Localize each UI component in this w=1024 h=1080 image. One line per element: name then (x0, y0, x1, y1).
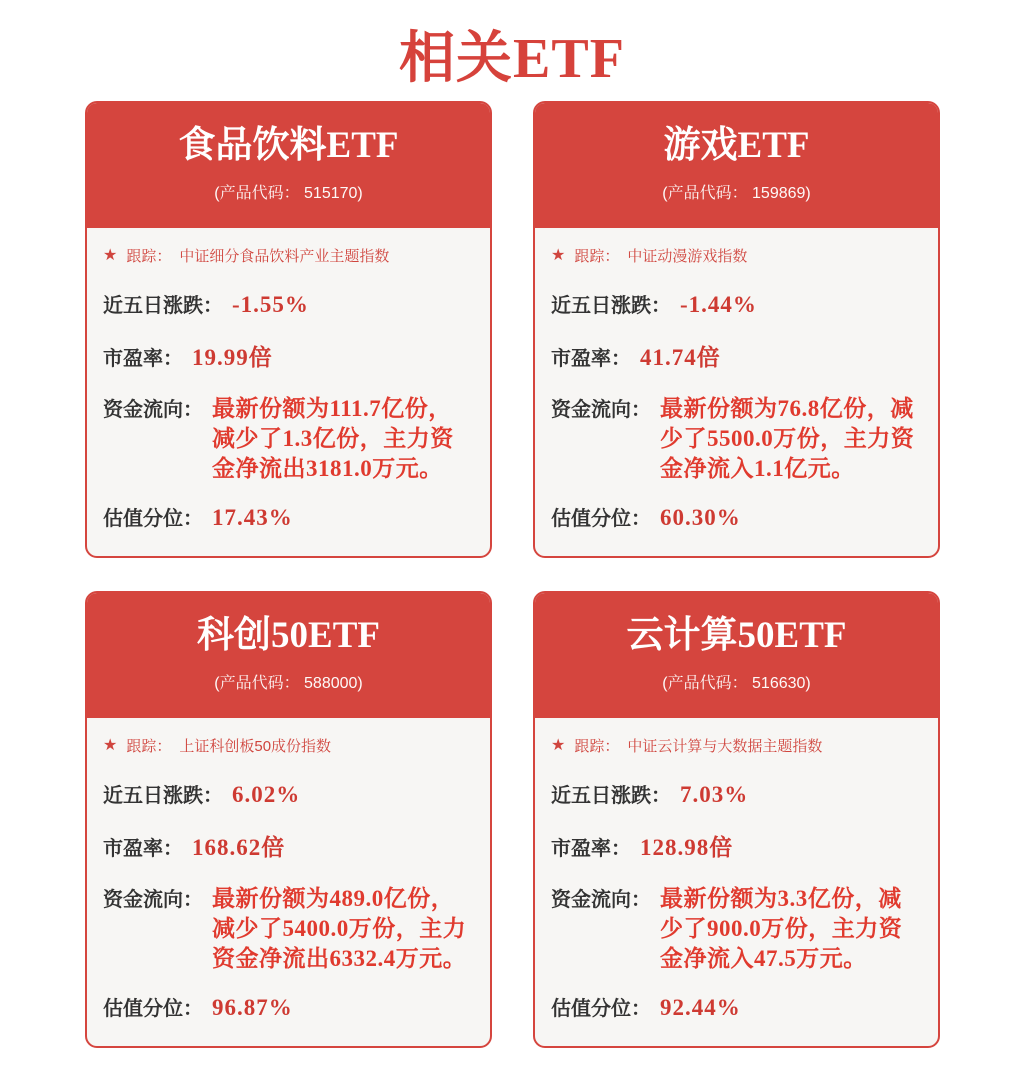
etf-product-code: (产品代码： 159869) (662, 185, 811, 202)
track-label: 跟踪： (126, 738, 172, 755)
valuation-label: 估值分位： (551, 998, 651, 1020)
pe-ratio-row (551, 339, 922, 372)
card-body (535, 718, 938, 1039)
pe-ratio-row (103, 829, 474, 862)
etf-card-cloud-computing (533, 591, 940, 1048)
card-header (87, 103, 490, 228)
card-header (535, 593, 938, 718)
valuation-value: 96.87% (212, 995, 293, 1020)
page-title: 相关ETF (399, 28, 625, 90)
five-day-change-row (551, 289, 922, 318)
five-day-change-value: -1.55% (232, 292, 309, 317)
fund-flow-row (551, 393, 922, 484)
track-label: 跟踪： (574, 248, 620, 265)
tracked-index-name: 中证动漫游戏指数 (627, 248, 748, 265)
etf-name: 游戏ETF (663, 125, 810, 166)
track-row (551, 245, 922, 266)
pe-ratio-value: 168.62倍 (192, 835, 286, 860)
pe-ratio-row (103, 339, 474, 372)
etf-name: 云计算50ETF (626, 615, 847, 656)
tracked-index-name: 中证云计算与大数据主题指数 (627, 738, 823, 755)
valuation-row (551, 992, 922, 1021)
pe-ratio-value: 41.74倍 (640, 345, 721, 370)
pe-ratio-label: 市盈率： (551, 838, 631, 860)
tracked-index-name: 中证细分食品饮料产业主题指数 (179, 248, 390, 265)
valuation-value: 92.44% (660, 995, 741, 1020)
star-icon: ★ (103, 246, 118, 264)
valuation-value: 17.43% (212, 505, 293, 530)
fund-flow-label: 资金流向： (551, 889, 651, 911)
etf-cards-grid (85, 101, 940, 1048)
pe-ratio-label: 市盈率： (551, 348, 631, 370)
fund-flow-text: 最新份额为489.0亿份，减少了5400.0万份，主力资金净流出6332.4万元。 (212, 886, 467, 971)
fund-flow-text: 最新份额为3.3亿份，减少了900.0万份，主力资金净流入47.5万元。 (660, 886, 903, 971)
fund-flow-text: 最新份额为111.7亿份，减少了1.3亿份，主力资金净流出3181.0万元。 (212, 396, 454, 481)
track-label: 跟踪： (126, 248, 172, 265)
valuation-label: 估值分位： (103, 998, 203, 1020)
five-day-change-label: 近五日涨跌： (103, 785, 223, 807)
etf-name: 科创50ETF (197, 615, 380, 656)
five-day-change-label: 近五日涨跌： (551, 295, 671, 317)
etf-card-star50 (85, 591, 492, 1048)
track-label: 跟踪： (574, 738, 620, 755)
fund-flow-row (551, 883, 922, 974)
etf-product-code: (产品代码： 588000) (214, 675, 363, 692)
fund-flow-text: 最新份额为76.8亿份，减少了5500.0万份，主力资金净流入1.1亿元。 (660, 396, 915, 481)
valuation-row (103, 502, 474, 531)
valuation-value: 60.30% (660, 505, 741, 530)
five-day-change-value: -1.44% (680, 292, 757, 317)
track-row (103, 735, 474, 756)
valuation-row (551, 502, 922, 531)
etf-card-gaming (533, 101, 940, 558)
pe-ratio-value: 128.98倍 (640, 835, 734, 860)
etf-product-code: (产品代码： 515170) (214, 185, 363, 202)
five-day-change-value: 6.02% (232, 782, 301, 807)
card-body (87, 718, 490, 1039)
five-day-change-label: 近五日涨跌： (103, 295, 223, 317)
card-body (535, 228, 938, 549)
five-day-change-label: 近五日涨跌： (551, 785, 671, 807)
valuation-label: 估值分位： (103, 508, 203, 530)
etf-name: 食品饮料ETF (178, 125, 399, 166)
five-day-change-value: 7.03% (680, 782, 749, 807)
valuation-row (103, 992, 474, 1021)
fund-flow-row (103, 883, 474, 974)
track-row (103, 245, 474, 266)
pe-ratio-label: 市盈率： (103, 348, 183, 370)
star-icon: ★ (551, 736, 566, 754)
card-header (87, 593, 490, 718)
card-body (87, 228, 490, 549)
fund-flow-row (103, 393, 474, 484)
pe-ratio-value: 19.99倍 (192, 345, 273, 370)
valuation-label: 估值分位： (551, 508, 651, 530)
track-row (551, 735, 922, 756)
star-icon: ★ (551, 246, 566, 264)
tracked-index-name: 上证科创板50成份指数 (179, 738, 332, 755)
card-header (535, 103, 938, 228)
fund-flow-label: 资金流向： (103, 399, 203, 421)
five-day-change-row (103, 779, 474, 808)
pe-ratio-row (551, 829, 922, 862)
five-day-change-row (103, 289, 474, 318)
etf-product-code: (产品代码： 516630) (662, 675, 811, 692)
fund-flow-label: 资金流向： (551, 399, 651, 421)
etf-card-food-beverage (85, 101, 492, 558)
star-icon: ★ (103, 736, 118, 754)
fund-flow-label: 资金流向： (103, 889, 203, 911)
five-day-change-row (551, 779, 922, 808)
pe-ratio-label: 市盈率： (103, 838, 183, 860)
